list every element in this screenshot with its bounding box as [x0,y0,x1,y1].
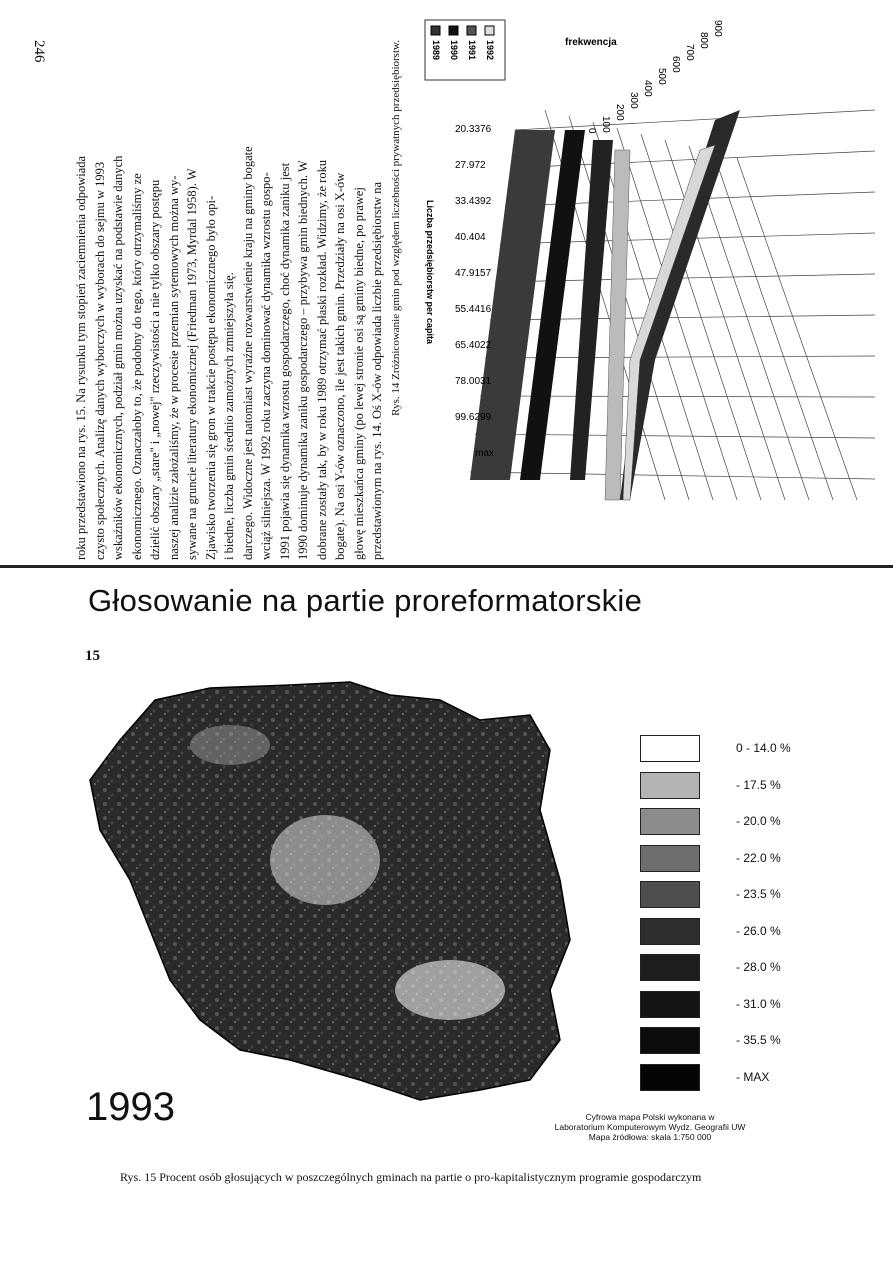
legend-label: - 20.0 % [736,814,781,828]
freq-tick-label: 0 [586,128,597,134]
legend-label: - 28.0 % [736,960,781,974]
legend-label: 1989 [431,40,441,61]
legend-label: - 35.5 % [736,1033,781,1047]
legend-label: - MAX [736,1069,770,1084]
freq-tick-label: 900 [712,20,723,37]
legend-swatch [431,26,440,35]
y-tick-label: 27.972 [455,160,486,171]
white-area-south [395,960,505,1020]
legend-swatch [640,1027,700,1054]
legend-row [640,918,840,948]
body-line: głowę mieszkańca gminy (po lewej stronie osi są gminy biedne, po prawej [351,187,366,560]
source-line: Laboratorium Komputerowym Wydz. Geografii UW [554,1122,746,1132]
y-tick-label: 40.404 [455,232,486,243]
body-line: dzielić obszary „stare" i „nowej" rzeczywistości a nie tylko obszary postępu [148,179,162,560]
source-line: Cyfrowa mapa Polski wykonana w [585,1112,715,1122]
legend-label: 1990 [449,40,459,61]
body-line: wskaźników ekonomicznych, podział gmin można uzyskać na podstawie danych [111,155,125,560]
legend-swatch [640,954,700,981]
body-line: 1991 pojawia się dynamika wzrostu gospodarczego, choć dynamika zaniku jest [277,162,292,560]
legend-swatch [640,845,700,872]
legend-swatch [640,918,700,945]
y-tick-label: 20.3376 [455,124,492,135]
map-title: Głosowanie na partie proreformatorskie [88,583,643,618]
body-line: bogate). Na osi Y-ów oznaczono, ile jest takich gmin. Przedziały na osi X-ów [333,172,347,560]
legend-label: - 22.0 % [736,850,781,865]
legend-row [640,991,840,1021]
map-source-note [540,1112,760,1142]
y-tick-label: 99.6299 [455,412,492,423]
figure-14-chart [415,0,885,560]
figure-15-caption: Rys. 15 Procent osób głosujących w poszczególnych gminach na partie o pro-kapitalistycznym programie gospodarczym [120,1170,702,1184]
legend-row [640,808,840,838]
figure-14-caption: Rys. 14 Zróżnicowanie gmin pod względem liczebności prywatnych przedsiębiorstw. [390,40,402,416]
legend-swatch [640,881,700,908]
body-line: czysto społecznych. Analizę danych wyborczych w wyborach do sejmu w 1993 [92,161,107,560]
legend-label: 1991 [467,40,477,61]
legend-swatch [449,26,458,35]
section-divider [0,565,893,568]
legend-swatch [640,808,700,835]
body-line: 1990 dominuje dynamika zaniku gospodarczego – przybywa gmin biednych. W [296,160,310,560]
legend-row [640,1027,840,1057]
body-text [30,60,390,580]
series-band-front [620,110,740,500]
white-area-central [270,815,380,905]
body-line: roku przedstawiono na rys. 15. Na rysunku tym stopień zaciemnienia odpowiada [74,155,88,560]
legend-swatch [485,26,494,35]
legend-row [640,772,840,802]
legend-row [640,954,840,984]
map-year: 1993 [86,1085,175,1129]
y-tick-label: 65.4022 [455,340,492,351]
freq-tick-label: 400 [642,80,653,97]
grid-line [665,140,785,500]
y-tick-label: max [475,448,494,459]
legend-row [640,845,840,875]
legend-label: - 17.5 % [736,777,781,792]
body-line: Zjawisko tworzenia się gron w trakcie postępu ekonomicznego było opi- [203,195,218,560]
legend-label: - 31.0 % [736,996,781,1011]
body-line: ekonomicznego. Oznaczałoby to, że podobny do tego, który otrzymaliśmy ze [129,173,144,560]
freq-tick-label: 600 [670,56,681,73]
freq-axis-label: frekwencja [565,37,617,48]
source-line: Mapa źródłowa: skala 1:750 000 [588,1132,712,1142]
y-tick-label: 47.9157 [455,268,492,279]
poland-map [60,660,590,1140]
body-line: sywane na gruncie literatury ekonomicznej (Friedman 1973, Myrdal 1958). W [185,168,199,560]
legend-row [640,735,840,765]
body-line: i biedne, liczba gmin średnio zamożnych zmniejszyła się. [222,272,236,560]
body-line: wciąż silniejsza. W 1992 roku zaczyna dominować dynamika wzrostu gospo- [259,172,273,560]
y-tick-label: 33.4392 [455,196,492,207]
grid-line [515,110,875,130]
freq-tick-label: 200 [614,104,625,121]
legend-swatch [467,26,476,35]
legend-swatch [640,1064,700,1091]
legend-label: - 26.0 % [736,923,781,938]
legend-swatch [640,735,700,762]
freq-tick-label: 700 [684,44,695,61]
y-tick-label: 78.0031 [455,376,492,387]
legend-swatch [640,772,700,799]
freq-tick-label: 800 [698,32,709,49]
freq-tick-label: 100 [600,116,611,133]
body-line: naszej analizie założaliśmy, że w procesie przemian sytemowych można wy- [166,175,181,560]
body-line: dobrane zostały tak, by w roku 1989 otrzymać płaski rozkład. Widzimy, że roku [314,159,329,560]
y-axis-label: Liczba przedsiębiorstw per capita [425,200,435,345]
legend-label: - 23.5 % [736,887,781,901]
grid-line [737,158,857,500]
figure-number: 15 [85,648,100,664]
legend-row [640,881,840,911]
legend-label: 0 - 14.0 % [736,741,791,755]
body-line: przedstawionym na rys. 14. Oś X-ów odpowiada liczbie przedsiębiorstw na [370,181,384,560]
white-area-north [190,725,270,765]
page-number: 246 [31,40,47,63]
freq-tick-label: 500 [656,68,667,85]
legend-swatch [640,991,700,1018]
grid-line [713,152,833,500]
legend-label: 1992 [485,40,495,61]
freq-tick-label: 300 [628,92,639,109]
body-line: darczego. Widoczne jest natomiast wyraźne rozwarstwienie kraju na gminy bogate [240,146,255,560]
legend-row [640,1064,840,1094]
y-tick-label: 55.4416 [455,304,492,315]
